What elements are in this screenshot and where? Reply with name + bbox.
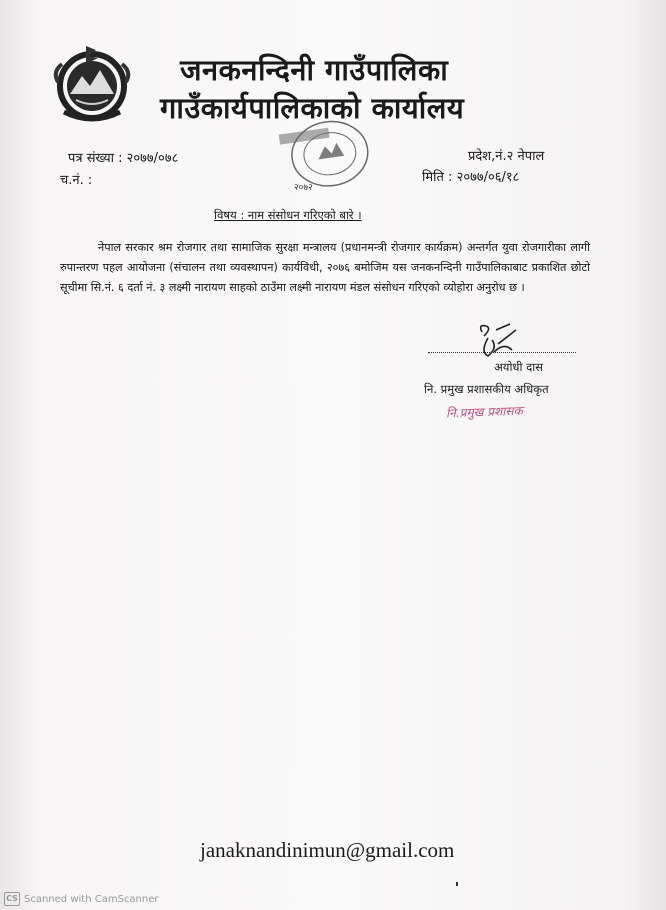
signature-line — [428, 352, 576, 353]
handwritten-signature-icon — [468, 322, 524, 364]
dispatch-number: च.नं. : — [60, 173, 93, 188]
seal-year: २०७२ — [294, 183, 313, 193]
letter-date: मिति : २०७७/०६/१८ — [422, 170, 520, 185]
letter-reference-number: पत्र संख्या : २०७७/०७८ — [68, 151, 179, 166]
office-round-seal-icon — [272, 114, 384, 196]
scanner-label: Scanned with CamScanner — [24, 893, 159, 905]
signatory-designation: नि. प्रमुख प्रशासकीय अधिकृत — [424, 382, 549, 396]
officer-stamp: नि.प्रमुख प्रशासक — [445, 403, 523, 421]
nepal-government-emblem-icon — [48, 42, 136, 124]
letter-subject: विषय : नाम संसोधन गरिएको बारे । — [214, 208, 362, 222]
camscanner-logo-icon: CS — [4, 892, 20, 906]
office-name: गाउँकार्यपालिकाको कार्यालय — [160, 91, 465, 125]
letter-body: नेपाल सरकार श्रम रोजगार तथा सामाजिक सुरक्षा मन्त्रालय (प्रधानमन्त्री रोजगार कार्यक्रम) अन्तर्गत युवा रोजगारीका लागी रुपान्तरण पहल आयोजना (संचालन तथा व्यवस्थापन) कार्यविधी, २०७६ बमोजिम यस जनकनन्दिनी गाउँपालिकाबाट प्रकाशित छोटो सूचीमा सि.नं. ६ दर्ता नं. ३ लक्ष्मी नारायण साहको ठाउँमा लक्ष्मी नारायण मंडल संसोधन गरिएको व्योहोरा अनुरोध छ । — [60, 241, 590, 294]
province-label: प्रदेश,नं.२ नेपाल — [468, 149, 545, 164]
municipality-name: जनकनन्दिनी गाउँपालिका — [180, 53, 449, 87]
contact-email: janaknandinimun@gmail.com — [200, 838, 455, 862]
page-speck — [456, 882, 458, 886]
signatory-name: अयोधी दास — [494, 360, 543, 374]
scanner-watermark — [4, 892, 159, 906]
